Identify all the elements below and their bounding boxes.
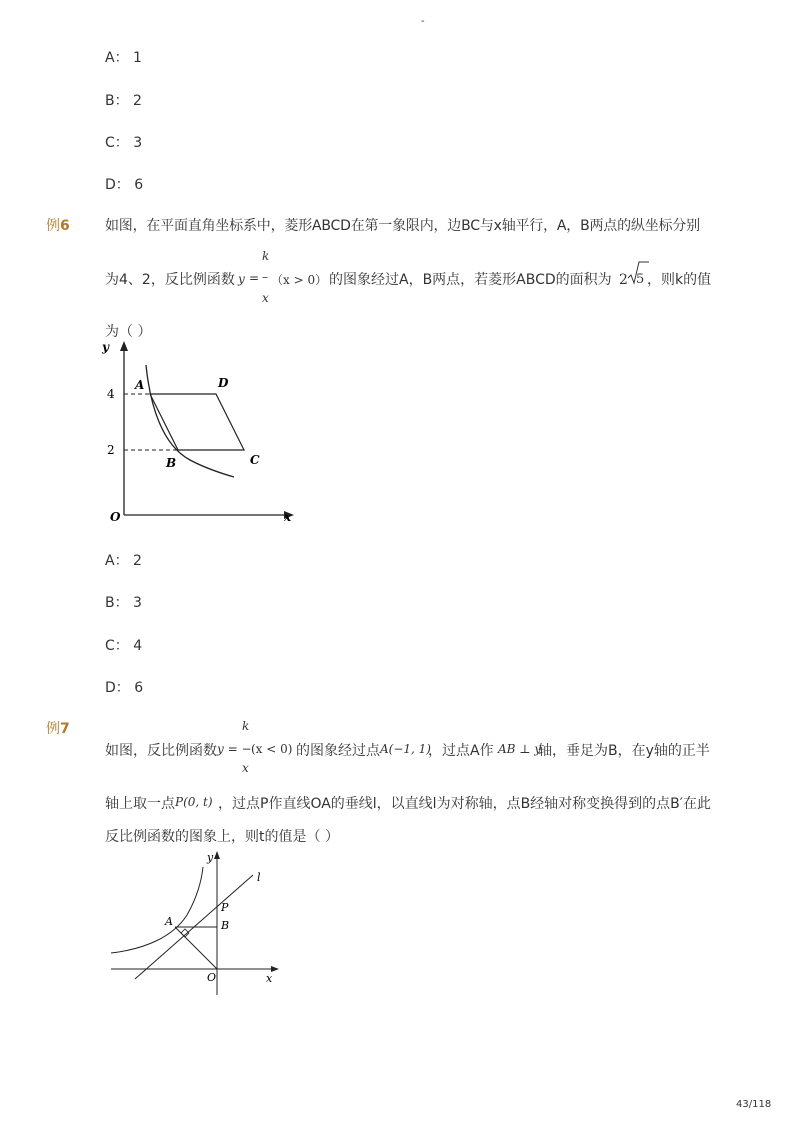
- ex6-option-d[interactable]: D： 6: [105, 680, 144, 696]
- ex6-option-a[interactable]: A： 2: [105, 553, 142, 569]
- point-a-label: A: [165, 915, 173, 928]
- example-6-line-2c: ，则k的值: [647, 272, 712, 288]
- ex7-perpendicular: AB ⊥ y: [498, 742, 542, 756]
- function-minus: –: [262, 270, 268, 284]
- point-d-label: D: [218, 376, 229, 390]
- fraction-denominator: x: [262, 291, 269, 305]
- ex7-function-condition: (x < 0): [251, 742, 293, 756]
- line-l-label: l: [257, 871, 261, 884]
- example-6-line-2b: 的图象经过A，B两点，若菱形ABCD的面积为: [329, 272, 612, 288]
- example-6-line-2a: 为4、2，反比例函数: [105, 272, 235, 288]
- ex7-fraction-denominator: x: [242, 761, 249, 775]
- reflection-figure: [105, 845, 285, 1000]
- ex6-option-b[interactable]: B： 3: [105, 595, 142, 611]
- q5-option-c[interactable]: C： 3: [105, 135, 143, 151]
- x-axis-label: x: [284, 510, 292, 524]
- tick-4-label: 4: [107, 387, 115, 401]
- ex7-fraction-numerator: k: [242, 719, 250, 733]
- ex7-point-a: A(−1, 1): [380, 742, 431, 756]
- rhombus-figure: [100, 335, 300, 530]
- area-radicand: 5: [636, 272, 645, 287]
- point-p-label: P: [221, 901, 229, 914]
- page-number: 43/118: [736, 1099, 772, 1110]
- function-lhs: y: [238, 272, 245, 286]
- example-7-line-3: 反比例函数的图象上，则t的值是（ ）: [105, 829, 339, 845]
- example-7-line-1b: 的图象经过点: [296, 743, 380, 759]
- example-7-line-1c: ，过点A作: [428, 743, 494, 759]
- example-6-label: 例6: [46, 218, 70, 234]
- example-6-line-1: 如图，在平面直角坐标系中，菱形ABCD在第一象限内，边BC与x轴平行，A，B两点的纵坐标分别: [105, 218, 700, 234]
- example-7-line-1a: 如图，反比例函数: [105, 743, 217, 759]
- x-axis-label: x: [266, 972, 273, 985]
- example-7-line-1d: 轴，垂足为B，在y轴的正半: [538, 743, 710, 759]
- example-7-line-2a: 轴上取一点: [105, 796, 175, 812]
- area-coefficient: 2: [619, 272, 628, 288]
- y-axis-label: y: [207, 851, 214, 864]
- y-axis-label: y: [102, 340, 109, 354]
- y-axis-arrow: [120, 341, 128, 351]
- example-7-line-2b: ，过点P作直线OA的垂线l，以直线l为对称轴，点B经轴对称变换得到的点B′在此: [218, 796, 711, 812]
- point-b-label: B: [221, 919, 230, 932]
- ex6-option-c[interactable]: C： 4: [105, 638, 143, 654]
- ex7-function: y = −: [217, 742, 252, 756]
- origin-label: O: [110, 510, 121, 524]
- point-a-label: A: [135, 378, 145, 392]
- q5-option-b[interactable]: B： 2: [105, 93, 142, 109]
- y-axis-arrow: [214, 851, 220, 859]
- ex7-point-p: P(0, t): [175, 795, 213, 809]
- point-c-label: C: [250, 453, 260, 467]
- function-eq: =: [249, 271, 260, 285]
- point-b-label: B: [166, 456, 177, 470]
- origin-label: O: [207, 971, 217, 984]
- q5-option-d[interactable]: D： 6: [105, 177, 144, 193]
- tick-2-label: 2: [107, 443, 115, 457]
- example-6-line-3: 为（ ）: [105, 324, 152, 340]
- function-condition: （x > 0）: [271, 273, 328, 287]
- hyperbola-curve: [111, 867, 203, 953]
- rhombus-abcd: [150, 394, 244, 450]
- header-mark: -: [421, 16, 425, 27]
- q5-option-a[interactable]: A： 1: [105, 50, 142, 66]
- example-7-label: 例7: [46, 721, 70, 737]
- fraction-numerator: k: [262, 249, 270, 263]
